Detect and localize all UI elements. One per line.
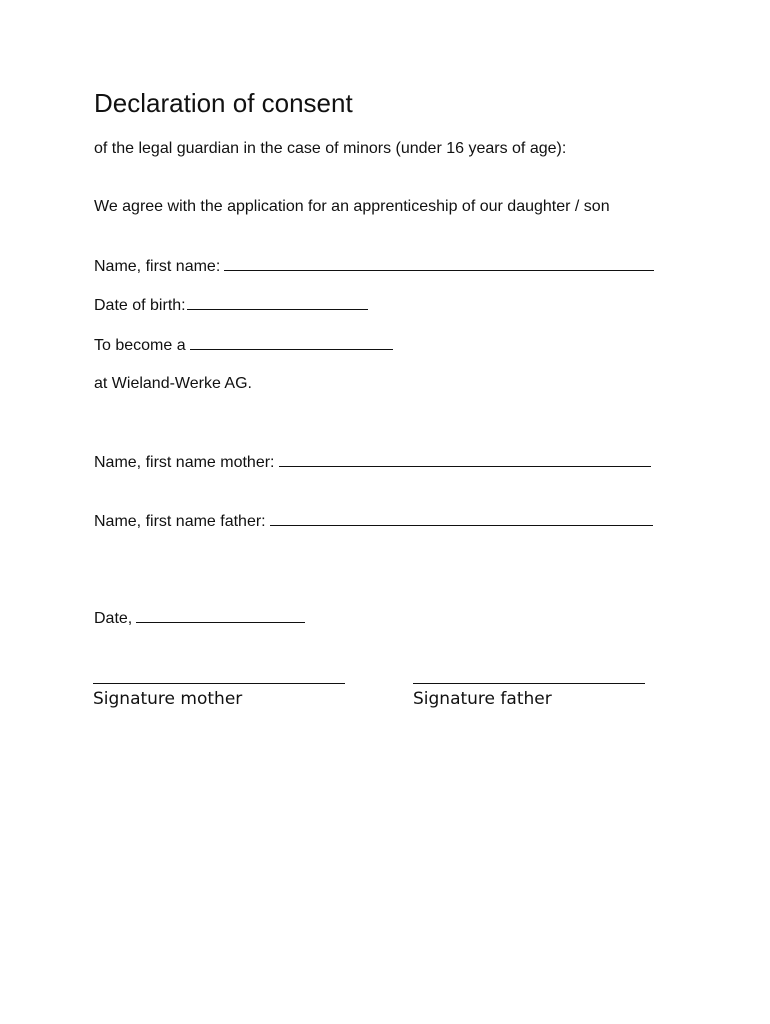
occupation-field[interactable] — [190, 335, 393, 350]
date-label: Date, — [94, 610, 133, 627]
mother-name-field[interactable] — [279, 452, 651, 467]
father-signature-label: Signature father — [413, 689, 552, 709]
agreement-text: We agree with the application for an apprenticeship of our daughter / son — [94, 198, 610, 215]
father-signature-line[interactable] — [413, 683, 645, 684]
company-text: at Wieland-Werke AG. — [94, 375, 252, 392]
mother-signature-label: Signature mother — [93, 689, 243, 709]
date-of-birth-field[interactable] — [187, 295, 368, 310]
subtitle: of the legal guardian in the case of minors (under 16 years of age): — [94, 140, 567, 157]
date-of-birth-label: Date of birth: — [94, 297, 186, 314]
become-label: To become a — [94, 337, 186, 354]
page-title: Declaration of consent — [94, 88, 353, 118]
date-row — [94, 608, 305, 629]
date-field[interactable] — [136, 608, 305, 623]
mother-name-label: Name, first name mother: — [94, 454, 275, 471]
mother-signature-line[interactable] — [93, 683, 345, 684]
father-name-label: Name, first name father: — [94, 513, 266, 530]
father-name-field[interactable] — [270, 511, 653, 526]
mother-name-row — [94, 452, 651, 473]
date-of-birth-row — [94, 295, 368, 316]
father-name-row — [94, 511, 653, 532]
child-name-row — [94, 256, 654, 277]
child-name-label: Name, first name: — [94, 258, 221, 275]
child-name-field[interactable] — [224, 256, 654, 271]
become-row — [94, 335, 393, 356]
